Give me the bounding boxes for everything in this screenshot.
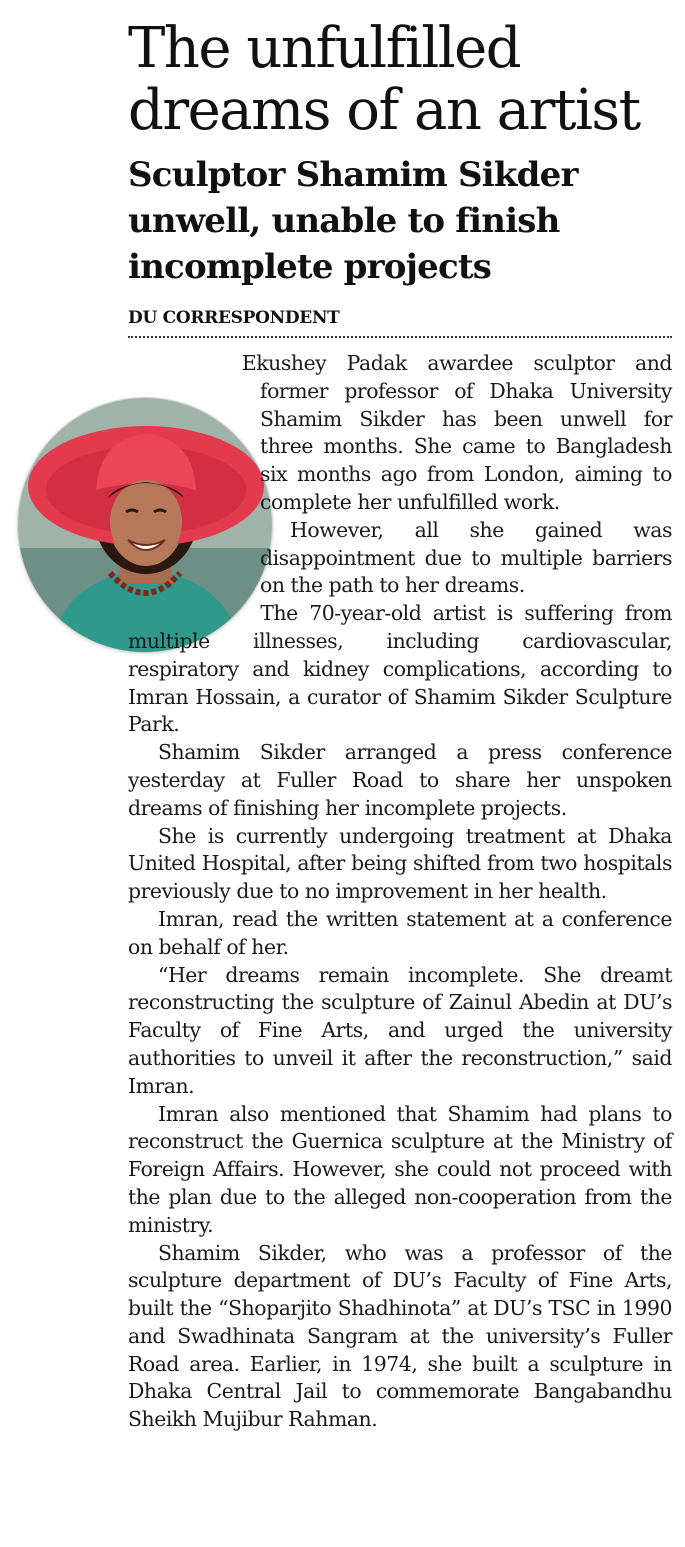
paragraph-9: Shamim Sikder, who was a professor of the sculpture department of DU’s Faculty of Fine Arts, built the “Shoparjito Shadhinota” at DU’s TSC in 1990 and Swadhinata Sangram at the university’s Fuller Road area. Earlier, in 1974, she built a sculpture in Dhaka Central Jail to commemorate Bangabandhu Sheikh Mujibur Rahman. (128, 1240, 672, 1432)
paragraph-6: Imran, read the written statement at a conference on behalf of her. (128, 906, 672, 959)
paragraph-1: Ekushey Padak awardee sculptor and former professor of Dhaka University Shamim Sikder has been unwell for three months. She came to Bangladesh six months ago from London, aiming to complete her unfulfilled work. (241, 351, 672, 514)
paragraph-8: Imran also mentioned that Shamim had plans to reconstruct the Guernica sculpture at the Ministry of Foreign Affairs. However, she could not proceed with the plan due to the alleged non-cooperation from the ministry. (128, 1101, 672, 1237)
dotted-divider (128, 336, 672, 338)
article (128, 18, 672, 1434)
headline (128, 18, 672, 142)
subheadline-line-1: Sculptor Shamim Sikder (128, 155, 578, 195)
subheadline-line-3: incomplete projects (128, 247, 492, 287)
subheadline (128, 152, 672, 290)
byline: DU CORRESPONDENT (128, 308, 340, 328)
photo-wrap-space (0, 350, 260, 635)
article-body (128, 350, 672, 1434)
paragraph-4: Shamim Sikder arranged a press conference yesterday at Fuller Road to share her unspoken dreams of finishing her incomplete projects. (128, 740, 672, 820)
paragraph-2: However, all she gained was disappointment due to multiple barriers on the path to her dreams. (260, 517, 672, 598)
paragraph-3: The 70-year-old artist is suffering from multiple illnesses, including cardiovascular, respiratory and kidney complications, according to Imran Hossain, a curator of Shamim Sikder Sculpture Park. (128, 601, 672, 737)
headline-line-1: The unfulfilled (128, 16, 521, 81)
headline-line-2: dreams of an artist (128, 78, 640, 143)
paragraph-5: She is currently undergoing treatment at Dhaka United Hospital, after being shifted from two hospitals previously due to no improvement in her health. (128, 823, 672, 904)
paragraph-7: “Her dreams remain incomplete. She dreamt reconstructing the sculpture of Zainul Abedin at DU’s Faculty of Fine Arts, and urged the university authorities to unveil it after the reconstruction,” said Imran. (128, 962, 672, 1098)
subheadline-line-2: unwell, unable to finish (128, 201, 560, 241)
